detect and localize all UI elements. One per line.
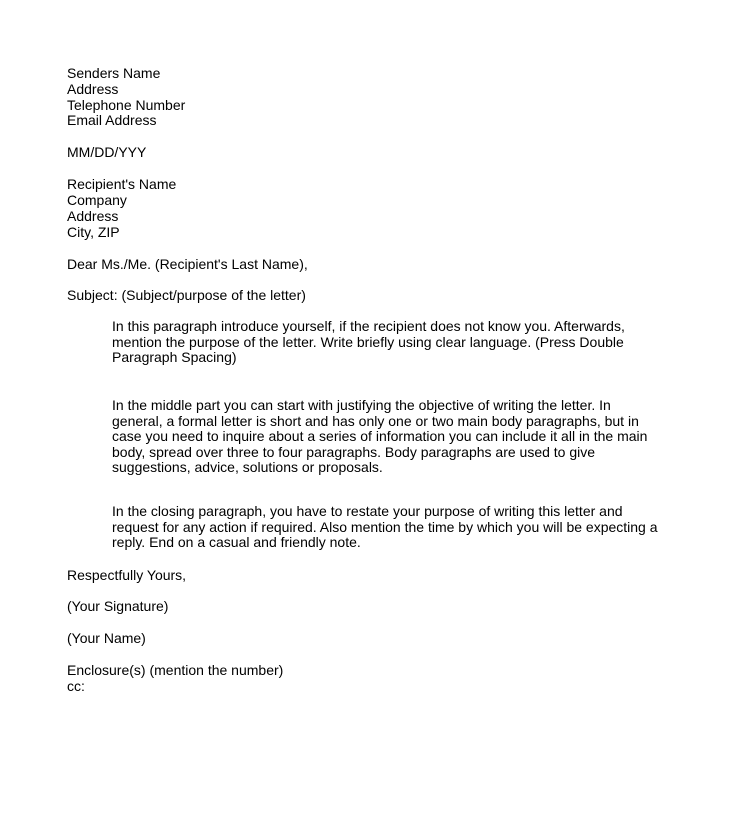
name-placeholder: (Your Name) — [67, 630, 146, 646]
letter-date: MM/DD/YYY — [67, 144, 147, 160]
body-paragraph-closing — [112, 504, 672, 551]
salutation: Dear Ms./Me. (Recipient's Last Name), — [67, 256, 308, 272]
paragraph-line: request for any action if required. Also mention the time by which you will be expecting a — [112, 518, 658, 535]
signature-placeholder: (Your Signature) — [67, 598, 169, 614]
paragraph-line: suggestions, advice, solutions or proposals. — [112, 459, 383, 475]
paragraph-line: body, spread over three to four paragraphs. Body paragraphs are used to give — [112, 443, 596, 460]
paragraph-line: mention the purpose of the letter. Write briefly using clear language. (Press Double — [112, 333, 624, 350]
body-paragraph-intro — [112, 319, 672, 366]
paragraph-line: general, a formal letter is short and has only one or two main body paragraphs, but in — [112, 412, 639, 429]
recipient-city-zip: City, ZIP — [67, 224, 120, 240]
sender-email: Email Address — [67, 112, 157, 128]
body-paragraph-middle — [112, 398, 672, 476]
sender-address: Address — [67, 81, 119, 97]
recipient-name: Recipient's Name — [67, 176, 177, 192]
subject-line: Subject: (Subject/purpose of the letter) — [67, 287, 306, 303]
paragraph-line: Paragraph Spacing) — [112, 349, 237, 365]
cc-line: cc: — [67, 678, 85, 694]
paragraph-line: In the middle part you can start with justifying the objective of writing the letter. In — [112, 397, 611, 413]
recipient-company: Company — [67, 192, 127, 208]
paragraph-line: reply. End on a casual and friendly note. — [112, 534, 361, 550]
enclosures-line: Enclosure(s) (mention the number) — [67, 662, 284, 678]
recipient-address: Address — [67, 208, 119, 224]
paragraph-line: In the closing paragraph, you have to restate your purpose of writing this letter and — [112, 503, 623, 519]
paragraph-line: In this paragraph introduce yourself, if the recipient does not know you. Afterwards, — [112, 318, 625, 334]
complimentary-close: Respectfully Yours, — [67, 567, 187, 583]
sender-phone: Telephone Number — [67, 97, 186, 113]
sender-name: Senders Name — [67, 65, 161, 81]
paragraph-line: case you need to inquire about a series of information you can include it all in the main — [112, 428, 648, 444]
